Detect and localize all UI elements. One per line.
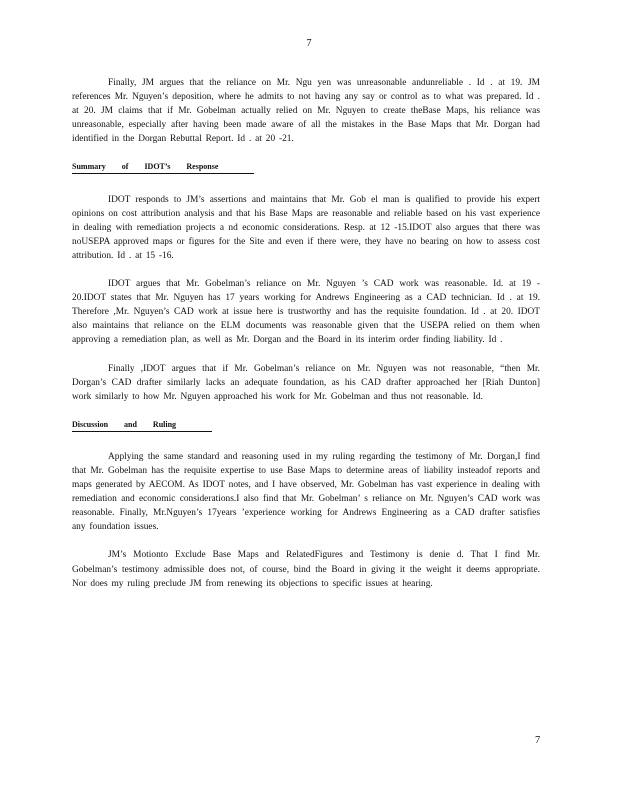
heading-summary-idot-response: Summary of IDOT’s Response [72,161,254,174]
paragraph-motion-denied: JM’s Motionto Exclude Base Maps and RelatedFigures and Testimony is denie d. That I find Mr. Gobelman’s testimony admissible does not, of course, bind the Board in giving it the weight it deems appropriate. Nor does my ruling preclude JM from renewing its objections to specific issues at hearing. [72,550,540,589]
spacer [72,404,540,418]
paragraph-ruling: Applying the same standard and reasoning used in my ruling regarding the testimony of Mr. Dorgan,I find that Mr. Gobelman has the requisite expertise to use Base Maps to determine areas of liability insteadof reports and maps generated by AECOM. As IDOT notes, and I have observed, Mr. Gobelman has vast experience in dealing with remediation and economic considerations.I also find that Mr. Gobelman’ s reliance on Mr. Nguyen’s CAD work was reasonable. Finally, Mr.Nguyen’s 17years ’experience working for Andrews Engineering as a CAD drafter satisfies any foundation issues. [72,451,540,533]
paragraph-jm-argument: Finally, JM argues that the reliance on Mr. Ngu yen was unreasonable andunreliable . Id . at 19. JM references Mr. Nguyen’s deposition, where he admits to not having any say or control as to what was prepared. Id . at 20. JM claims that if Mr. Gobelman actually relied on Mr. Nguyen to create theBase Maps, his reliance was unreasonable, especially after having been made aware of all the mistakes in the Base Maps that Mr. Dorgan had identified in the Dorgan Rebuttal Report. Id . at 20 -21. [72,78,540,145]
spacer [72,175,540,193]
paragraph-idot-dorgan-drafter: Finally ,IDOT argues that if Mr. Gobelman’s reliance on Mr. Nguyen was not reasonable, “then Mr. Dorgan’s CAD drafter similarly lacks an adequate foundation, as his CAD drafter approached her [Riah Dunton] work similarly to how Mr. Nguyen approached his work for Mr. Gobelman and thus not reasonable. Id. [72,363,540,402]
page-number-top: 7 [306,38,312,49]
spacer [72,263,540,277]
spacer [72,432,540,450]
page-number-bottom: 7 [535,735,541,746]
document-body [72,76,540,591]
paragraph-idot-cad-reliance: IDOT argues that Mr. Gobelman’s reliance on Mr. Nguyen ’s CAD work was reasonable. Id. at 19 - 20.IDOT states that Mr. Nguyen has 17 years working for Andrews Engineering as a CAD technician. Id . at 19. Therefore ,Mr. Nguyen’s CAD work at issue here is trustworthy and has the requisite foundation. Id . at 20. IDOT also maintains that reliance on the ELM documents was reasonable given that the USEPA relied on them when approving a remediation plan, as well as Mr. Dorgan and the Board in its interim order finding liability. Id . [72,279,540,346]
heading-discussion-ruling: Discussion and Ruling [72,419,212,432]
spacer [72,534,540,548]
spacer [72,348,540,362]
paragraph-idot-responds: IDOT responds to JM’s assertions and maintains that Mr. Gob el man is qualified to provide his expert opinions on cost attribution analysis and that his Base Maps are reasonable and reliable based on his vast experience in dealing with remediation projects a nd economic considerations. Resp. at 12 -15.IDOT also argues that there was noUSEPA approved maps or figures for the Site and even if there were, they have no bearing on how to assess cost attribution. Id . at 15 -16. [72,194,540,261]
spacer [72,146,540,160]
